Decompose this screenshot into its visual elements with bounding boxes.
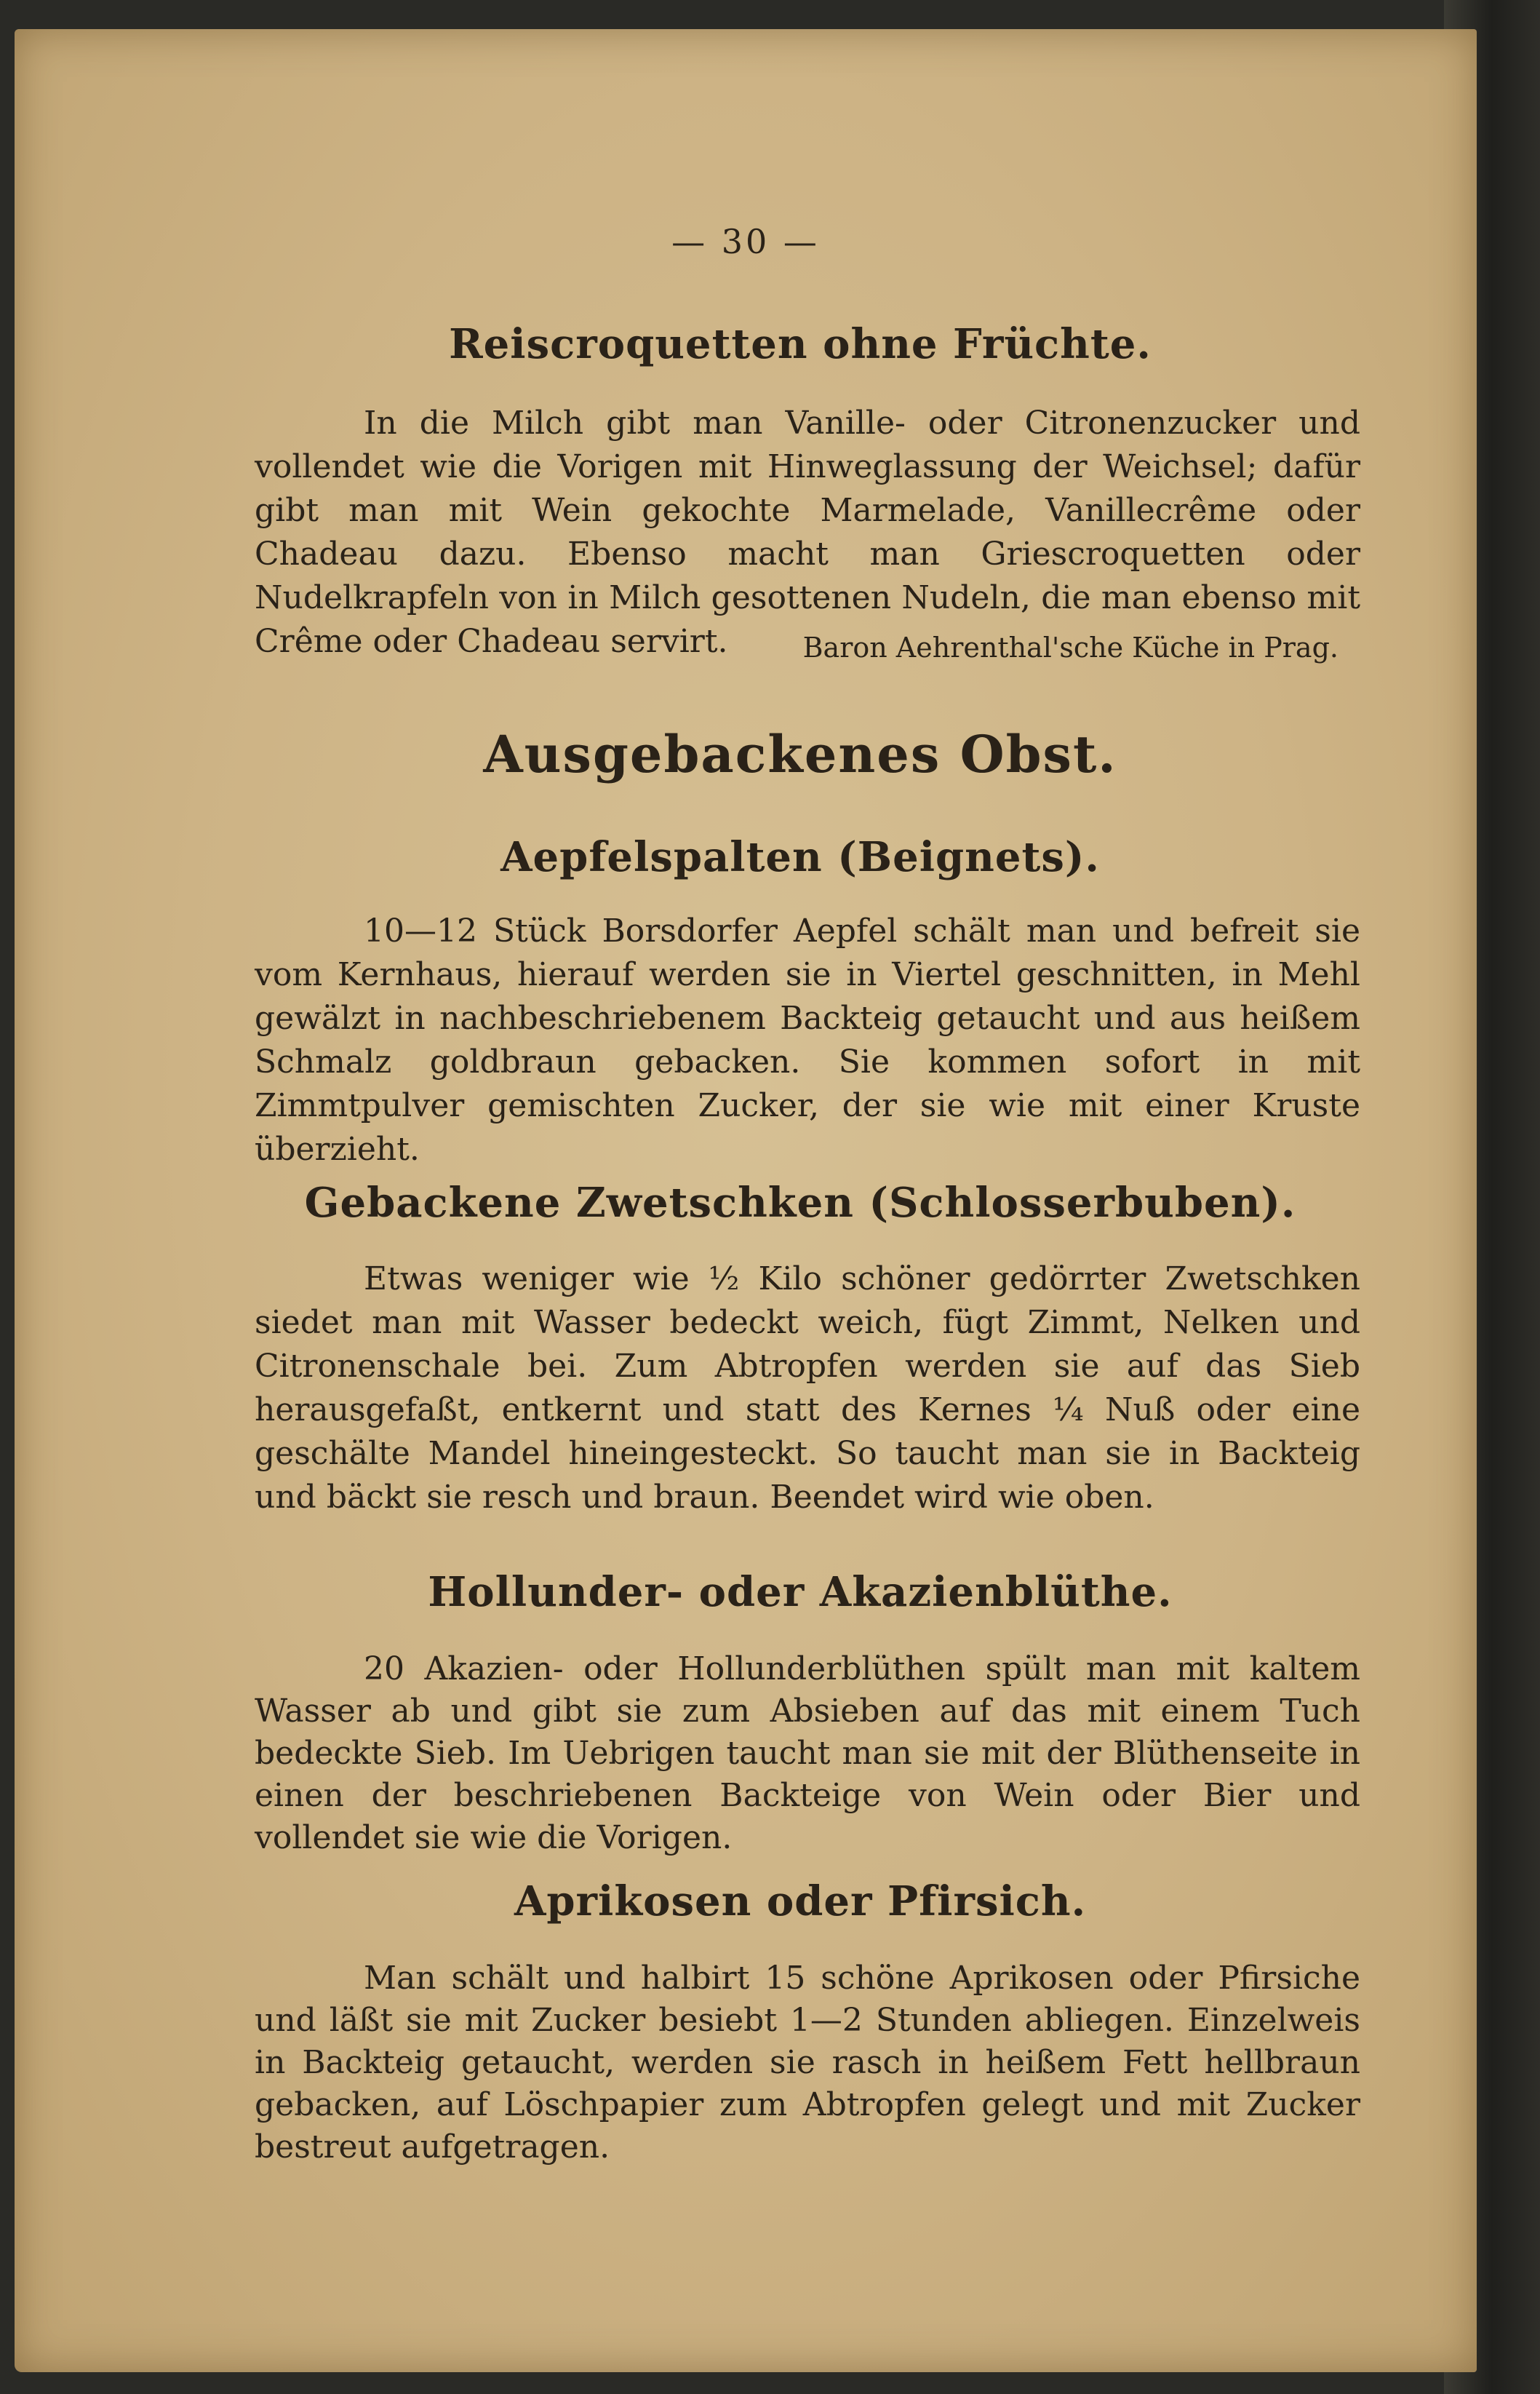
- recipe-title-hollunder: Hollunder- oder Akazienblüthe.: [428, 1568, 1173, 1616]
- section-title-ausgebackenes-obst: Ausgebackenes Obst.: [483, 724, 1117, 784]
- book-page: [15, 29, 1477, 2372]
- recipe-body-gebackene-zwetschken: Etwas weniger wie ½ Kilo schöner gedörrter Zwetschken siedet man mit Wasser bedeckt weich, fügt Zimmt, Nelken und Citronenschale bei. Zum Abtropfen werden sie auf das Sieb herausgefaßt, entkernt und statt des Kernes ¼ Nuß oder eine geschälte Mandel hineingesteckt. So taucht man sie in Backteig und bäckt sie resch und braun. Beendet wird wie oben.: [255, 1260, 1360, 1516]
- recipe-body-aepfelspalten: 10—12 Stück Borsdorfer Aepfel schält man und befreit sie vom Kernhaus, hierauf werden sie in Viertel geschnitten, in Mehl gewälzt in nachbeschriebenem Backteig getaucht und aus heißem Schmalz goldbraun gebacken. Sie kommen sofort in mit Zimmtpulver gemischten Zucker, der sie wie mit einer Kruste überzieht.: [255, 912, 1360, 1168]
- page-number: — 30 —: [671, 222, 820, 261]
- recipe-body-reiscroquetten: In die Milch gibt man Vanille- oder Citronenzucker und vollendet wie die Vorigen mit Hinweglassung der Weichsel; dafür gibt man mit Wein gekochte Marmelade, Vanillecrême oder Chadeau dazu. Ebenso macht man Griescroquetten oder Nudelkrapfeln von in Milch gesottenen Nudeln, die man ebenso mit Crême oder Chadeau servirt.: [255, 405, 1360, 660]
- recipe-title-reiscroquetten: Reiscroquetten ohne Früchte.: [449, 320, 1152, 368]
- page-content: [15, 29, 1477, 2372]
- recipe-body-aprikosen: Man schält und halbirt 15 schöne Aprikosen oder Pfirsiche und läßt sie mit Zucker besiebt 1—2 Stunden abliegen. Einzelweis in Backteig getaucht, werden sie rasch in heißem Fett hellbraun gebacken, auf Löschpapier zum Abtropfen gelegt und mit Zucker bestreut aufgetragen.: [255, 1960, 1360, 2166]
- recipe-title-aepfelspalten: Aepfelspalten (Beignets).: [500, 833, 1100, 881]
- recipe-attribution: Baron Aehrenthal'sche Küche in Prag.: [802, 632, 1338, 664]
- recipe-body-hollunder: 20 Akazien- oder Hollunderblüthen spült man mit kaltem Wasser ab und gibt sie zum Absieben auf das mit einem Tuch bedeckte Sieb. Im Uebrigen taucht man sie mit der Blüthenseite in einen der beschriebenen Backteige von Wein oder Bier und vollendet sie wie die Vorigen.: [255, 1650, 1360, 1856]
- recipe-title-aprikosen: Aprikosen oder Pfirsich.: [514, 1877, 1087, 1925]
- recipe-title-gebackene-zwetschken: Gebackene Zwetschken (Schlosserbuben).: [304, 1179, 1296, 1227]
